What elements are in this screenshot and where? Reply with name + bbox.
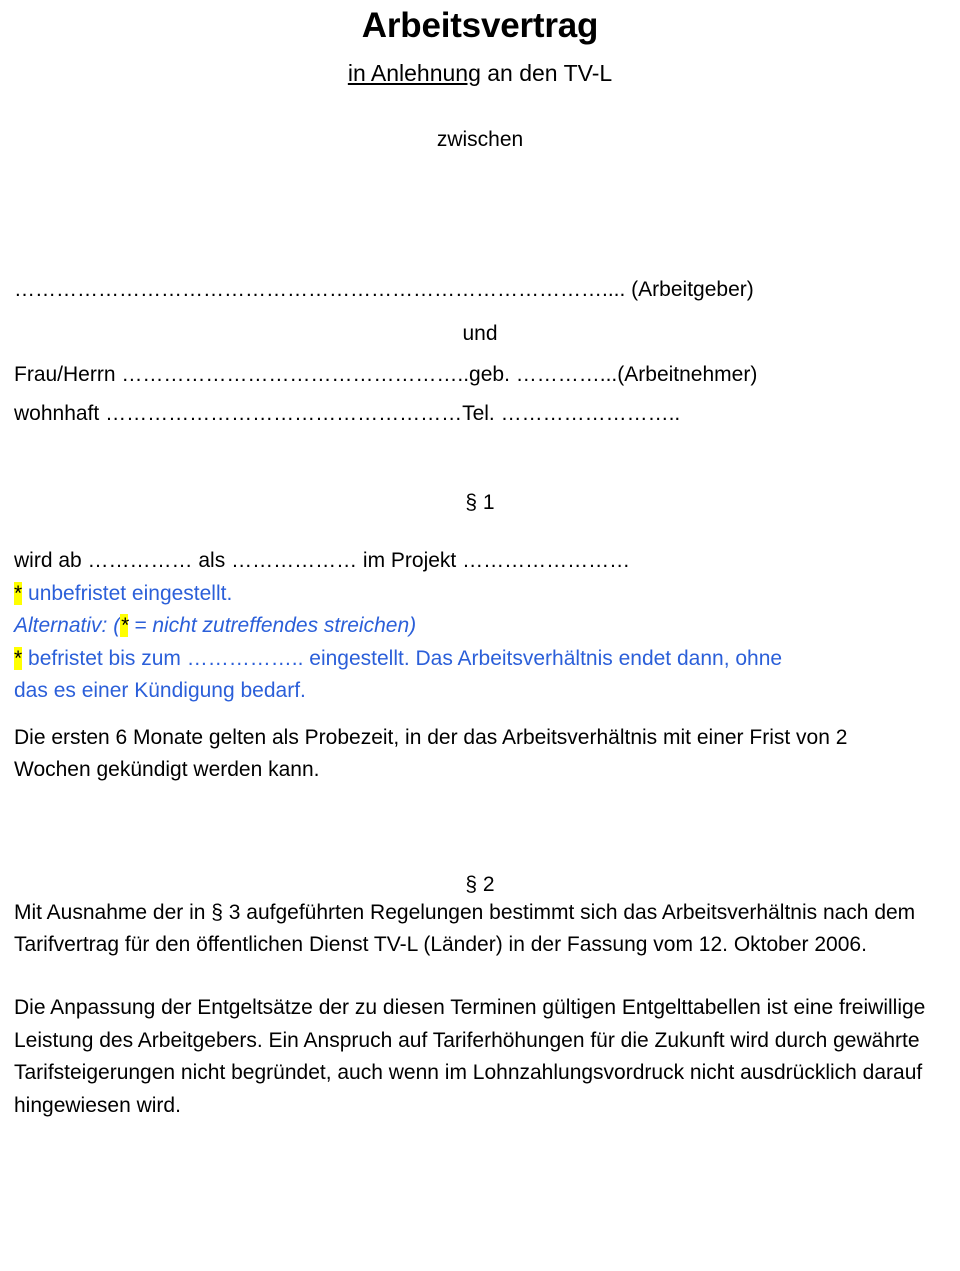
document-page	[0, 6, 960, 1271]
s1-l4-p2: befristet bis zum	[22, 646, 181, 670]
employer-line	[14, 276, 946, 304]
employee-dots-1: …………………………………………	[115, 363, 458, 387]
address-tel-label: Tel.	[462, 401, 495, 425]
address-prefix: wohnhaft	[14, 401, 100, 425]
section-1-line-2	[14, 578, 946, 611]
s1-l1-p5: im Projekt	[357, 549, 457, 573]
employee-line	[14, 360, 946, 390]
s1-l2-text: unbefristet eingestellt.	[22, 581, 233, 605]
section-1-line-3	[14, 610, 946, 643]
page-title: Arbeitsvertrag	[361, 6, 599, 45]
section-1-line-6: Die ersten 6 Monate gelten als Probezeit, in der das Arbeitsverhältnis mit einer Frist von 2	[14, 725, 848, 749]
s1-l1-p4: ………………	[225, 549, 358, 573]
section-1-line-5: das es einer Kündigung bedarf.	[14, 679, 306, 703]
s1-l3-p3: = nicht zutreffendes streichen)	[128, 614, 417, 638]
section-1-mark: § 1	[465, 491, 495, 515]
employee-label: ...(Arbeitnehmer)	[599, 363, 758, 387]
asterisk-marker-1: *	[14, 581, 23, 605]
employer-dots: …………………………………………………………………………....	[14, 277, 626, 301]
asterisk-marker-3: *	[14, 646, 23, 670]
s1-l4-p3: ……………..	[180, 646, 304, 670]
section-2-paragraph-1: Mit Ausnahme der in § 3 aufgeführten Regelungen bestimmt sich das Arbeitsverhältnis nach dem Tarifvertrag für den öffentlichen Dienst TV-L (Länder) in der Fassung vom 12. Oktober 2006.	[14, 900, 916, 957]
und-label: und	[462, 322, 498, 346]
subtitle-rest-part: an den TV-L	[480, 60, 613, 87]
section-1-line-7: Wochen gekündigt werden kann.	[14, 758, 320, 782]
s1-l1-p6: ……………………	[456, 549, 631, 573]
employee-prefix: Frau/Herrn	[14, 363, 116, 387]
section-2-paragraph-2: Die Anpassung der Entgeltsätze der zu diesen Terminen gültigen Entgelttabellen ist eine freiwillige Leistung des Arbeitgebers. Ein Anspruch auf Tariferhöhungen für die Zukunft wird durch gewährte Tarifsteigerungen nicht begründet, auch wenn im Lohnzahlungsvordruck nicht ausdrücklich darauf hingewiesen wird.	[14, 995, 926, 1117]
address-dots-1: ……………………………………………	[99, 401, 463, 425]
document-subtitle	[14, 60, 946, 88]
s1-l1-p2: ……………	[81, 549, 193, 573]
employer-label: (Arbeitgeber)	[625, 277, 754, 301]
s1-l1-p1: wird ab	[14, 549, 82, 573]
s1-l4-p4: eingestellt. Das Arbeitsverhältnis endet dann, ohne	[303, 646, 783, 670]
spacer-block	[14, 152, 946, 272]
employee-dots-2: …………	[509, 363, 600, 387]
address-dots-2: ……………………..	[494, 401, 681, 425]
section-1-line-4	[14, 643, 946, 676]
asterisk-marker-2: *	[120, 614, 129, 638]
section-1-line-1	[14, 545, 946, 578]
subtitle-underlined-part: in Anlehnung	[347, 60, 481, 87]
between-label: zwischen	[436, 127, 524, 151]
s1-l1-p3: als	[192, 549, 226, 573]
address-line	[14, 399, 946, 429]
section-2-mark: § 2	[465, 872, 495, 896]
s1-l3-p1: Alternativ: (	[14, 614, 121, 638]
employee-geb-label: ..geb.	[457, 363, 510, 387]
